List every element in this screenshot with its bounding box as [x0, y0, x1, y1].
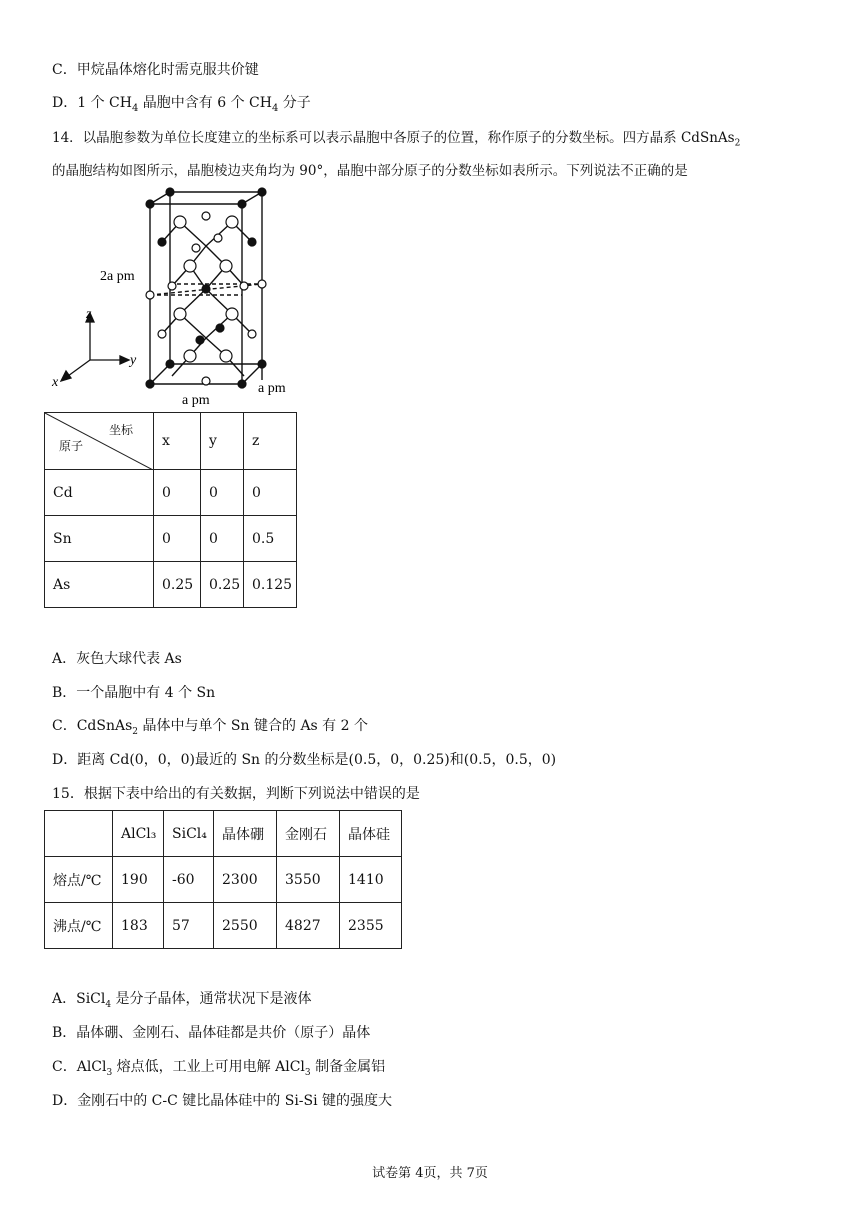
row-label: 沸点/℃ — [45, 903, 113, 949]
value-cell: 0.25 — [154, 562, 201, 608]
value-cell: 0.5 — [244, 516, 297, 562]
q15-option-c: C．AlCl$_3$ 熔点低，工业上可用电解 AlCl$_3$ 制备金属铝 — [52, 1059, 386, 1078]
q15-option-d: D．金刚石中的 C-C 键比晶体硅中的 Si-Si 键的强度大 — [52, 1093, 393, 1109]
header-cell — [45, 811, 113, 857]
header-cell: AlCl₃ — [113, 811, 164, 857]
header-cell: 晶体硼 — [214, 811, 277, 857]
atom-cell: As — [45, 562, 154, 608]
fractional-coordinates-table — [44, 412, 297, 608]
table-row — [45, 857, 402, 903]
value-cell: 0 — [201, 516, 244, 562]
melting-boiling-table — [44, 810, 402, 949]
height-label: 2a pm — [100, 269, 135, 284]
value-cell: 0 — [201, 470, 244, 516]
q14-option-c: C．CdSnAs$_2$ 晶体中与单个 Sn 键合的 As 有 2 个 — [52, 718, 368, 737]
q15-option-a: A．SiCl$_4$ 是分子晶体，通常状况下是液体 — [52, 991, 312, 1010]
column-header-y: y — [201, 413, 244, 470]
table-row — [45, 903, 402, 949]
value-cell: 0.125 — [244, 562, 297, 608]
table-corner-header: 坐标 原子 — [45, 413, 154, 470]
table-row — [45, 470, 297, 516]
table-row — [45, 562, 297, 608]
q14-stem-line1: 14．以晶胞参数为单位长度建立的坐标系可以表示晶胞中各原子的位置，称作原子的分数坐标。四方晶系 CdSnAs$_2$ — [52, 130, 741, 149]
value-cell: -60 — [164, 857, 214, 903]
crystal-cell-figure — [46, 186, 306, 412]
q14-stem-line2: 的晶胞结构如图所示，晶胞棱边夹角均为 90°，晶胞中部分原子的分数坐标如表所示。下列说法不正确的是 — [52, 163, 688, 179]
atom-cell: Sn — [45, 516, 154, 562]
value-cell: 4827 — [277, 903, 340, 949]
q15-option-b: B．晶体硼、金刚石、晶体硅都是共价（原子）晶体 — [52, 1025, 371, 1041]
value-cell: 0 — [244, 470, 297, 516]
axis-y-label: y — [130, 353, 137, 368]
atom-cell: Cd — [45, 470, 154, 516]
column-header-x: x — [154, 413, 201, 470]
value-cell: 57 — [164, 903, 214, 949]
q14-option-b: B．一个晶胞中有 4 个 Sn — [52, 685, 216, 701]
q13-option-c: C．甲烷晶体熔化时需克服共价键 — [52, 62, 259, 78]
value-cell: 2550 — [214, 903, 277, 949]
q14-option-d: D．距离 Cd(0，0，0)最近的 Sn 的分数坐标是(0.5，0，0.25)和(0.5，0.5，0) — [52, 752, 557, 768]
value-cell: 183 — [113, 903, 164, 949]
axis-x-label: x — [52, 375, 59, 390]
table-row — [45, 516, 297, 562]
q13-option-d: D．1 个 $CH_4$ 晶胞中含有 6 个 $CH_4$ 分子 — [52, 95, 311, 114]
header-cell: 金刚石 — [277, 811, 340, 857]
q14-option-a: A．灰色大球代表 As — [52, 651, 182, 667]
table-header-row — [45, 811, 402, 857]
value-cell: 2300 — [214, 857, 277, 903]
axis-z-label: z — [86, 307, 92, 322]
value-cell: 0 — [154, 516, 201, 562]
depth-label: a pm — [258, 381, 286, 396]
value-cell: 1410 — [340, 857, 402, 903]
column-header-z: z — [244, 413, 297, 470]
q15-stem: 15．根据下表中给出的有关数据，判断下列说法中错误的是 — [52, 786, 420, 802]
value-cell: 0.25 — [201, 562, 244, 608]
value-cell: 0 — [154, 470, 201, 516]
header-cell: 晶体硅 — [340, 811, 402, 857]
width-label: a pm — [182, 393, 210, 408]
value-cell: 190 — [113, 857, 164, 903]
page-footer: 试卷第 4页，共 7页 — [372, 1166, 488, 1181]
header-cell: SiCl₄ — [164, 811, 214, 857]
row-label: 熔点/℃ — [45, 857, 113, 903]
value-cell: 2355 — [340, 903, 402, 949]
value-cell: 3550 — [277, 857, 340, 903]
